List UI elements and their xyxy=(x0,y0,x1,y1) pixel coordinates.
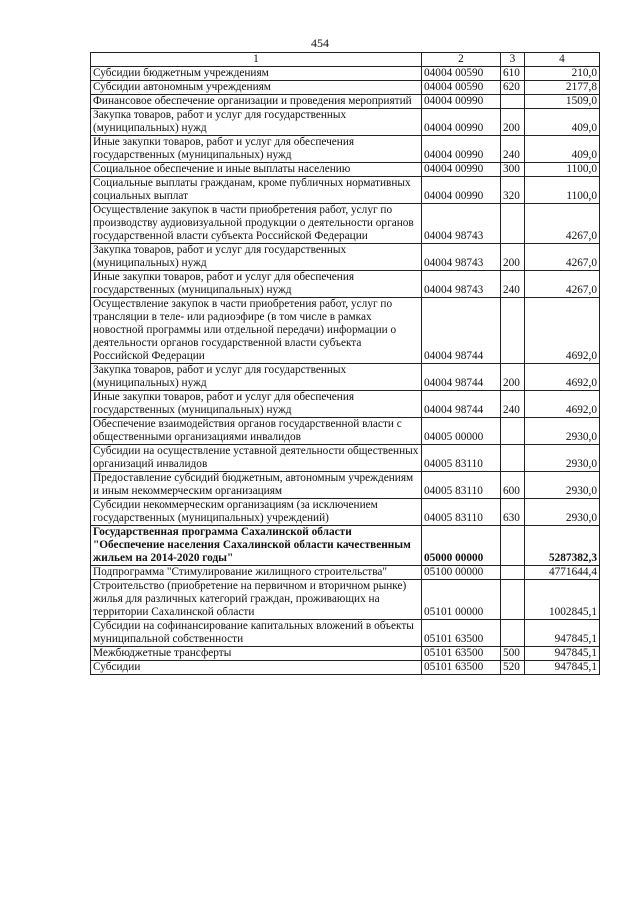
row-code: 04004 98743 xyxy=(422,271,501,298)
row-expense-type xyxy=(501,95,525,109)
row-name: Государственная программа Сахалинской области "Обеспечение населения Сахалинской области качественным жильем на 2014-2020 годы" xyxy=(91,526,422,566)
row-name: Социальное обеспечение и иные выплаты населению xyxy=(91,163,422,177)
budget-table xyxy=(90,52,600,675)
row-name: Строительство (приобретение на первичном и вторичном рынке) жилья для различных категорий граждан, проживающих на территории Сахалинской области xyxy=(91,580,422,620)
table-row xyxy=(91,566,600,580)
row-expense-type xyxy=(501,566,525,580)
row-name: Субсидии на софинансирование капитальных вложений в объекты муниципальной собственности xyxy=(91,620,422,647)
row-name: Закупка товаров, работ и услуг для государственных (муниципальных) нужд xyxy=(91,244,422,271)
row-amount: 1100,0 xyxy=(525,163,600,177)
row-code: 04004 00590 xyxy=(422,81,501,95)
row-expense-type: 200 xyxy=(501,244,525,271)
row-code: 04004 00990 xyxy=(422,177,501,204)
table-row xyxy=(91,445,600,472)
table-row xyxy=(91,163,600,177)
row-amount: 2930,0 xyxy=(525,445,600,472)
row-code: 05101 00000 xyxy=(422,580,501,620)
row-amount: 1100,0 xyxy=(525,177,600,204)
row-amount: 2930,0 xyxy=(525,472,600,499)
header-col-4: 4 xyxy=(525,53,600,67)
row-name: Обеспечение взаимодействия органов государственной власти с общественными организациями инвалидов xyxy=(91,418,422,445)
row-amount: 4267,0 xyxy=(525,271,600,298)
row-expense-type: 240 xyxy=(501,391,525,418)
row-name: Финансовое обеспечение организации и проведения мероприятий xyxy=(91,95,422,109)
row-name: Предоставление субсидий бюджетным, автономным учреждениям и иным некоммерческим организациям xyxy=(91,472,422,499)
row-name: Межбюджетные трансферты xyxy=(91,647,422,661)
row-amount: 2930,0 xyxy=(525,418,600,445)
row-amount: 947845,1 xyxy=(525,647,600,661)
row-name: Субсидии некоммерческим организациям (за исключением государственных (муниципальных) учреждений) xyxy=(91,499,422,526)
table-row xyxy=(91,81,600,95)
row-code: 04004 98744 xyxy=(422,298,501,364)
row-name: Закупка товаров, работ и услуг для государственных (муниципальных) нужд xyxy=(91,364,422,391)
table-row xyxy=(91,364,600,391)
row-expense-type: 500 xyxy=(501,647,525,661)
row-expense-type xyxy=(501,526,525,566)
row-amount: 5287382,3 xyxy=(525,526,600,566)
row-code: 05100 00000 xyxy=(422,566,501,580)
row-amount: 4692,0 xyxy=(525,391,600,418)
row-name: Осуществление закупок в части приобретения работ, услуг по трансляции в теле- или радиоэфире (в том числе в рамках новостной программы или отдельной передачи) информации о деятельности органов государственной власти субъекта Российской Федерации xyxy=(91,298,422,364)
row-name: Субсидии xyxy=(91,661,422,675)
row-amount: 210,0 xyxy=(525,67,600,81)
row-code: 04004 00590 xyxy=(422,67,501,81)
row-amount: 1509,0 xyxy=(525,95,600,109)
table-row xyxy=(91,647,600,661)
row-expense-type: 520 xyxy=(501,661,525,675)
row-expense-type: 240 xyxy=(501,136,525,163)
table-row xyxy=(91,418,600,445)
row-expense-type xyxy=(501,204,525,244)
row-expense-type: 200 xyxy=(501,109,525,136)
table-row xyxy=(91,67,600,81)
row-expense-type: 630 xyxy=(501,499,525,526)
row-code: 04005 83110 xyxy=(422,472,501,499)
row-amount: 2930,0 xyxy=(525,499,600,526)
table-row xyxy=(91,244,600,271)
table-row xyxy=(91,298,600,364)
row-amount: 409,0 xyxy=(525,136,600,163)
header-col-1: 1 xyxy=(91,53,422,67)
header-col-3: 3 xyxy=(501,53,525,67)
row-name: Субсидии на осуществление уставной деятельности общественных организаций инвалидов xyxy=(91,445,422,472)
header-row xyxy=(91,53,600,67)
table-row xyxy=(91,472,600,499)
row-code: 04004 00990 xyxy=(422,95,501,109)
table-row xyxy=(91,526,600,566)
row-name: Социальные выплаты гражданам, кроме публичных нормативных социальных выплат xyxy=(91,177,422,204)
row-name: Осуществление закупок в части приобретения работ, услуг по производству аудиовизуальной продукции о деятельности органов государственной власти субъекта Российской Федерации xyxy=(91,204,422,244)
row-name: Иные закупки товаров, работ и услуг для обеспечения государственных (муниципальных) нужд xyxy=(91,271,422,298)
table-row xyxy=(91,499,600,526)
row-code: 04004 00990 xyxy=(422,136,501,163)
row-name: Иные закупки товаров, работ и услуг для обеспечения государственных (муниципальных) нужд xyxy=(91,136,422,163)
row-code: 04004 00990 xyxy=(422,163,501,177)
row-expense-type: 620 xyxy=(501,81,525,95)
table-row xyxy=(91,136,600,163)
page-number: 454 xyxy=(311,36,329,50)
row-amount: 409,0 xyxy=(525,109,600,136)
row-expense-type: 200 xyxy=(501,364,525,391)
row-expense-type: 300 xyxy=(501,163,525,177)
row-code: 04004 98744 xyxy=(422,364,501,391)
table-row xyxy=(91,271,600,298)
table-row xyxy=(91,109,600,136)
row-expense-type xyxy=(501,620,525,647)
row-expense-type xyxy=(501,445,525,472)
row-amount: 4267,0 xyxy=(525,244,600,271)
row-code: 04004 98743 xyxy=(422,244,501,271)
header-col-2: 2 xyxy=(422,53,501,67)
row-amount: 4692,0 xyxy=(525,364,600,391)
table-row xyxy=(91,204,600,244)
table-row xyxy=(91,661,600,675)
row-name: Субсидии автономным учреждениям xyxy=(91,81,422,95)
table-row xyxy=(91,620,600,647)
row-code: 04005 83110 xyxy=(422,445,501,472)
row-code: 04005 83110 xyxy=(422,499,501,526)
table-row xyxy=(91,391,600,418)
row-expense-type: 610 xyxy=(501,67,525,81)
row-name: Субсидии бюджетным учреждениям xyxy=(91,67,422,81)
row-amount: 4692,0 xyxy=(525,298,600,364)
row-name: Подпрограмма "Стимулирование жилищного строительства" xyxy=(91,566,422,580)
row-amount: 4267,0 xyxy=(525,204,600,244)
table-row xyxy=(91,95,600,109)
row-code: 05101 63500 xyxy=(422,647,501,661)
row-amount: 2177,8 xyxy=(525,81,600,95)
row-amount: 4771644,4 xyxy=(525,566,600,580)
row-expense-type: 320 xyxy=(501,177,525,204)
row-expense-type xyxy=(501,580,525,620)
table-row xyxy=(91,580,600,620)
row-expense-type: 600 xyxy=(501,472,525,499)
row-code: 04004 00990 xyxy=(422,109,501,136)
row-code: 04004 98744 xyxy=(422,391,501,418)
row-code: 05000 00000 xyxy=(422,526,501,566)
row-amount: 1002845,1 xyxy=(525,580,600,620)
row-expense-type: 240 xyxy=(501,271,525,298)
row-expense-type xyxy=(501,298,525,364)
row-amount: 947845,1 xyxy=(525,661,600,675)
row-code: 05101 63500 xyxy=(422,661,501,675)
row-code: 04004 98743 xyxy=(422,204,501,244)
row-expense-type xyxy=(501,418,525,445)
row-amount: 947845,1 xyxy=(525,620,600,647)
row-code: 05101 63500 xyxy=(422,620,501,647)
table-row xyxy=(91,177,600,204)
row-name: Иные закупки товаров, работ и услуг для обеспечения государственных (муниципальных) нужд xyxy=(91,391,422,418)
row-name: Закупка товаров, работ и услуг для государственных (муниципальных) нужд xyxy=(91,109,422,136)
row-code: 04005 00000 xyxy=(422,418,501,445)
